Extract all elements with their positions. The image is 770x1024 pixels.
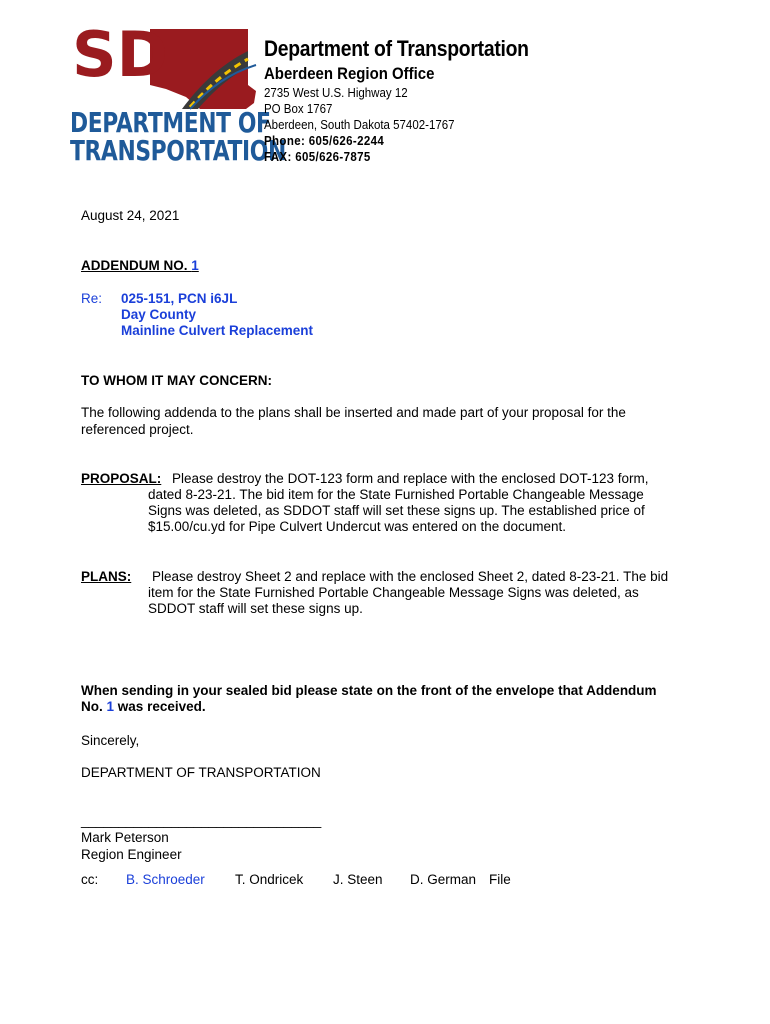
cc-recipient: J. Steen bbox=[333, 872, 383, 887]
letterhead-office: Aberdeen Region Office bbox=[264, 64, 435, 83]
re-description-line: Mainline Culvert Replacement bbox=[121, 323, 314, 338]
signature-line: ________________________________ bbox=[81, 813, 322, 828]
address-line-1: 2735 West U.S. Highway 12 bbox=[264, 86, 408, 100]
cc-recipient: D. German bbox=[410, 872, 477, 887]
re-county-line: Day County bbox=[121, 307, 197, 322]
proposal-line-1: Please destroy the DOT-123 form and replace with the enclosed DOT-123 form, bbox=[172, 471, 649, 486]
re-project-line: 025-151, PCN i6JL bbox=[121, 291, 238, 306]
organization-name: DEPARTMENT OF TRANSPORTATION bbox=[81, 765, 321, 780]
logo-transportation-text: TRANSPORTATION bbox=[70, 134, 286, 167]
notice-received-text: was received. bbox=[117, 699, 206, 714]
notice-line-2 bbox=[81, 699, 206, 715]
signer-title: Region Engineer bbox=[81, 847, 182, 862]
letter-date: August 24, 2021 bbox=[81, 208, 180, 223]
re-label: Re: bbox=[81, 291, 103, 306]
proposal-line-2: dated 8-23-21. The bid item for the State Furnished Portable Changeable Message bbox=[148, 487, 644, 502]
addendum-heading bbox=[81, 258, 199, 274]
notice-addendum-number: 1 bbox=[106, 699, 115, 714]
plans-line-2: item for the State Furnished Portable Changeable Message Signs was deleted, as bbox=[148, 585, 639, 600]
salutation: TO WHOM IT MAY CONCERN: bbox=[81, 373, 273, 388]
proposal-line-3: Signs was deleted, as SDDOT staff will set these signs up. The established price of bbox=[148, 503, 645, 518]
logo-department-text: DEPARTMENT OF bbox=[70, 106, 271, 139]
notice-no-label: No. bbox=[81, 699, 103, 714]
signer-name: Mark Peterson bbox=[81, 830, 169, 845]
plans-label: PLANS: bbox=[81, 569, 132, 584]
proposal-line-4: $15.00/cu.yd for Pipe Culvert Undercut was entered on the document. bbox=[148, 519, 566, 534]
cc-recipient: File bbox=[489, 872, 511, 887]
cc-label: cc: bbox=[81, 872, 99, 887]
address-line-2: PO Box 1767 bbox=[264, 102, 333, 116]
logo-sd-text: SD bbox=[72, 18, 169, 91]
closing: Sincerely, bbox=[81, 733, 140, 748]
phone-number: Phone: 605/626-2244 bbox=[264, 134, 385, 148]
plans-line-3: SDDOT staff will set these signs up. bbox=[148, 601, 363, 616]
cc-recipient: B. Schroeder bbox=[126, 872, 205, 887]
notice-line-1: When sending in your sealed bid please state on the front of the envelope that Addendum bbox=[81, 683, 657, 698]
intro-line-1: The following addenda to the plans shall be inserted and made part of your proposal for the bbox=[81, 405, 626, 420]
proposal-label: PROPOSAL: bbox=[81, 471, 162, 486]
intro-line-2: referenced project. bbox=[81, 422, 194, 437]
addendum-number: 1 bbox=[191, 258, 199, 273]
plans-line-1: Please destroy Sheet 2 and replace with the enclosed Sheet 2, dated 8-23-21. The bid bbox=[152, 569, 669, 584]
fax-number: FAX: 605/626-7875 bbox=[264, 150, 371, 164]
addendum-label: ADDENDUM NO. bbox=[81, 258, 188, 273]
letterhead-title: Department of Transportation bbox=[264, 36, 529, 61]
cc-recipient: T. Ondricek bbox=[235, 872, 304, 887]
address-line-3: Aberdeen, South Dakota 57402-1767 bbox=[264, 118, 455, 132]
